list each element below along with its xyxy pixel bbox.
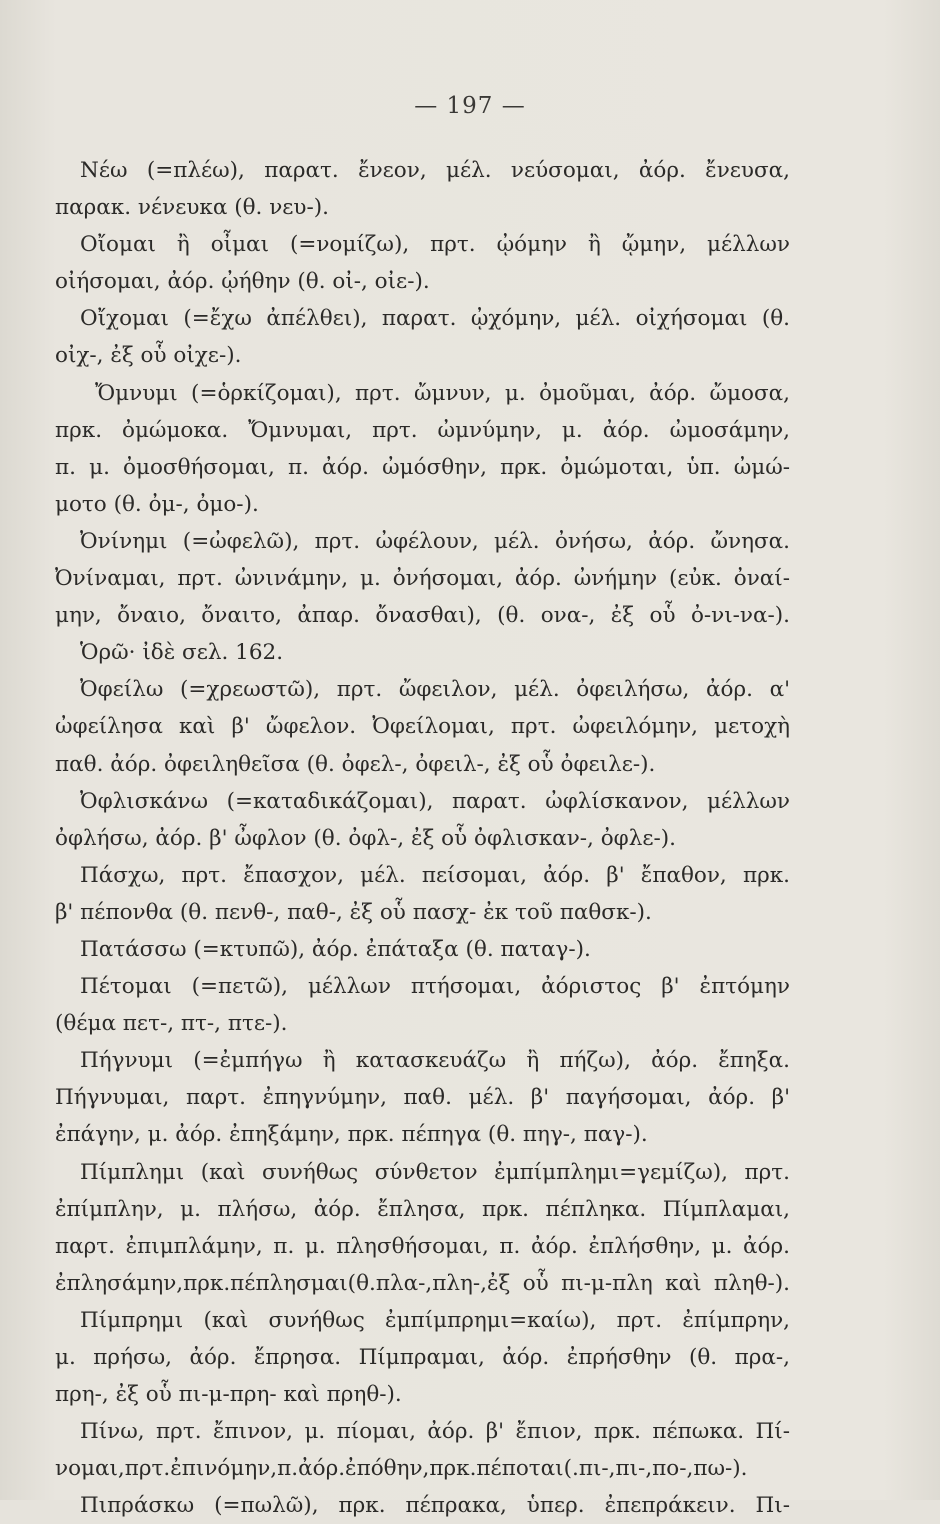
text-line: Πίνω, πρτ. ἔπινον, μ. πίομαι, ἀόρ. β' ἔπιον, πρκ. πέπωκα. Πί- — [80, 1419, 790, 1445]
text-line: Νέω (=πλέω), παρατ. ἔνεον, μέλ. νεύσομαι, ἀόρ. ἔνευσα, — [80, 158, 790, 183]
text-line: πρκ. ὀμώμοκα. Ὄμνυμαι, πρτ. ὠμνύμην, μ. ἀόρ. ὠμοσάμην, — [55, 417, 790, 443]
text-line: παρτ. ἐπιμπλάμην, π. μ. πλησθήσομαι, π. ἀόρ. ἐπλήσθην, μ. ἀόρ. — [55, 1233, 790, 1259]
text-line: π. μ. ὀμοσθήσομαι, π. ἀόρ. ὠμόσθην, πρκ. ὀμώμοται, ὑπ. ὠμώ- — [55, 454, 790, 480]
text-body — [55, 152, 790, 1524]
text-line: Πίμπρημι (καὶ συνήθως ἐμπίμπρημι=καίω), πρτ. ἐπίμπρην, — [80, 1307, 790, 1333]
text-line: μοτο (θ. ὀμ-, ὀμο-). — [55, 491, 259, 517]
text-line: ὀφλήσω, ἀόρ. β' ὦφλον (θ. ὀφλ-, ἐξ οὗ ὀφλισκαν-, ὀφλε-). — [55, 825, 676, 851]
text-line: Ὄμνυμι (=ὁρκίζομαι), πρτ. ὤμνυν, μ. ὀμοῦμαι, ἀόρ. ὤμοσα, — [95, 380, 790, 406]
text-line: ἐπλησάμην,πρκ.πέπλησμαι(θ.πλα-,πλη-,ἐξ οὗ πι-μ-πλη καὶ πληθ-). — [55, 1270, 790, 1296]
text-line: Ὀνίναμαι, πρτ. ὠνινάμην, μ. ὀνήσομαι, ἀόρ. ὠνήμην (εὐκ. ὀναί- — [55, 566, 790, 592]
text-line: ἐπάγην, μ. ἀόρ. ἐπηξάμην, πρκ. πέπηγα (θ. πηγ-, παγ-). — [55, 1122, 648, 1148]
text-line: Πήγνυμι (=ἐμπήγω ἢ κατασκευάζω ἢ πήζω), ἀόρ. ἔπηξα. — [80, 1048, 790, 1074]
text-line: ἐπίμπλην, μ. πλήσω, ἀόρ. ἔπλησα, πρκ. πέπληκα. Πίμπλαμαι, — [55, 1196, 790, 1222]
text-line: Πίμπλημι (καὶ συνήθως σύνθετον ἐμπίμπλημι=γεμίζω), πρτ. — [80, 1159, 790, 1185]
text-line: παρακ. νένευκα (θ. νευ-). — [55, 195, 329, 221]
text-line: (θέμα πετ-, πτ-, πτε-). — [55, 1011, 288, 1037]
text-line: Οἴομαι ἢ οἶμαι (=νομίζω), πρτ. ᾠόμην ἢ ᾤμην, μέλλων — [80, 232, 790, 258]
text-line: Πήγνυμαι, παρτ. ἐπηγνύμην, παθ. μέλ. β' παγήσομαι, ἀόρ. β' — [55, 1085, 790, 1111]
text-line: Ὀφλισκάνω (=καταδικάζομαι), παρατ. ὠφλίσκανον, μέλλων — [80, 788, 790, 814]
text-line: Πιπράσκω (=πωλῶ), πρκ. πέπρακα, ὑπερ. ἐπεπράκειν. Πι- — [80, 1493, 790, 1519]
page-number: — 197 — — [414, 93, 526, 119]
text-line: Ὁρῶ· ἰδὲ σελ. 162. — [80, 640, 284, 666]
text-line: β' πέπονθα (θ. πενθ-, παθ-, ἐξ οὗ πασχ- ἐκ τοῦ παθσκ-). — [55, 899, 652, 925]
text-line: Ὀφείλω (=χρεωστῶ), πρτ. ὤφειλον, μέλ. ὀφειλήσω, ἀόρ. α' — [80, 677, 790, 703]
text-line: Πάσχω, πρτ. ἔπασχον, μέλ. πείσομαι, ἀόρ. β' ἔπαθον, πρκ. — [80, 862, 790, 888]
text-line: νομαι,πρτ.ἐπινόμην,π.ἀόρ.ἐπόθην,πρκ.πέποται(.πι-,πι-,πο-,πω-). — [55, 1456, 748, 1482]
text-line: μ. πρήσω, ἀόρ. ἔπρησα. Πίμπραμαι, ἀόρ. ἐπρήσθην (θ. πρα-, — [55, 1345, 790, 1370]
text-line: Πατάσσω (=κτυπῶ), ἀόρ. ἐπάταξα (θ. παταγ-). — [80, 936, 591, 962]
text-line: παθ. ἀόρ. ὀφειληθεῖσα (θ. ὀφελ-, ὀφειλ-, ἐξ οὗ ὀφειλε-). — [55, 751, 656, 777]
text-line: πρη-, ἐξ οὗ πι-μ-πρη- καὶ πρηθ-). — [55, 1382, 402, 1408]
text-line: μην, ὄναιο, ὄναιτο, ἀπαρ. ὄνασθαι), (θ. ονα-, ἐξ οὗ ὀ-νι-να-). — [55, 603, 790, 629]
text-line: Οἴχομαι (=ἔχω ἀπέλθει), παρατ. ᾠχόμην, μέλ. οἰχήσομαι (θ. — [80, 306, 790, 332]
text-line: οἰχ-, ἐξ οὗ οἰχε-). — [55, 343, 242, 369]
text-line: Ὀνίνημι (=ὠφελῶ), πρτ. ὠφέλουν, μέλ. ὀνήσω, ἀόρ. ὤνησα. — [80, 528, 790, 554]
text-line: ὠφείλησα καὶ β' ὤφελον. Ὀφείλομαι, πρτ. ὠφειλόμην, μετοχὴ — [55, 714, 790, 740]
text-line: οἰήσομαι, ἀόρ. ᾠήθην (θ. οἰ-, οἰε-). — [55, 269, 430, 295]
text-line: Πέτομαι (=πετῶ), μέλλων πτήσομαι, ἀόριστος β' ἐπτόμην — [80, 974, 790, 1000]
